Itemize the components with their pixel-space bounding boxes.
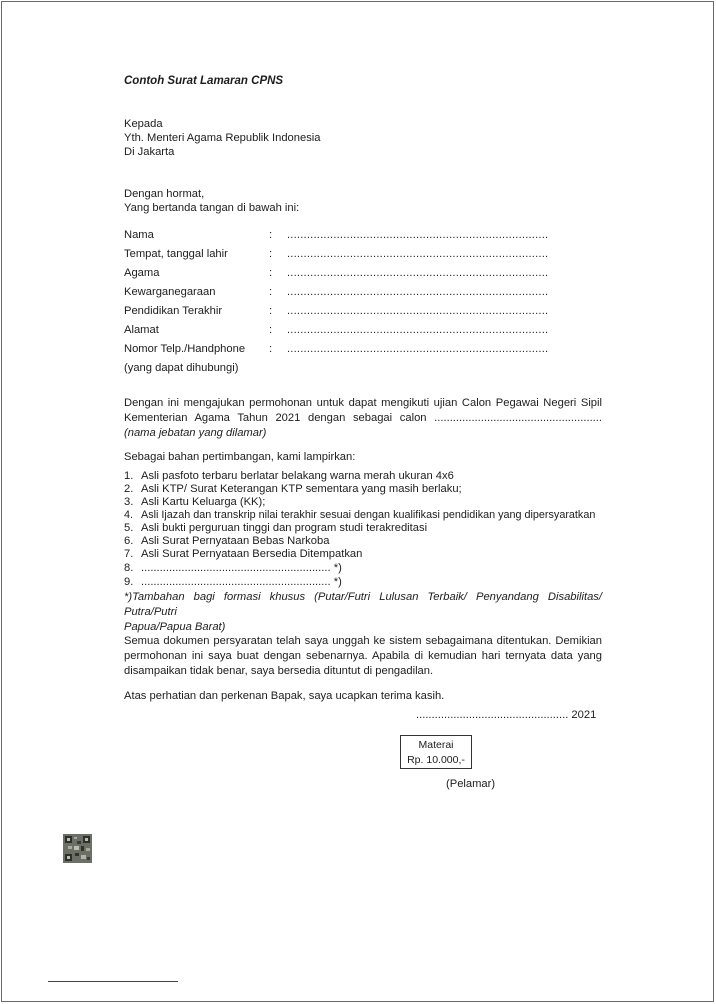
list-number: 7. <box>124 548 134 560</box>
list-item <box>124 483 462 495</box>
list-number: 3. <box>124 496 134 508</box>
application-line-1: Dengan ini mengajukan permohonan untuk dapat mengikuti ujian Calon Pegawai Negeri Sipil <box>124 397 602 409</box>
list-text: Asli Ijazah dan transkrip nilai terakhir sesuai dengan kualifikasi pendidikan yang dipersyaratkan <box>141 509 596 521</box>
field-colon: : <box>269 324 273 336</box>
list-number: 1. <box>124 470 134 482</box>
field-row <box>0 267 716 282</box>
list-number: 2. <box>124 483 134 495</box>
date-line: ................................................. 2021 <box>416 709 597 721</box>
list-item <box>124 470 454 482</box>
greeting: Dengan hormat, <box>124 188 205 200</box>
field-colon: : <box>269 229 273 241</box>
field-row <box>0 248 716 263</box>
list-item <box>124 535 329 547</box>
list-item <box>124 576 342 588</box>
field-row <box>0 324 716 339</box>
field-label: Kewarganegaraan <box>124 286 216 298</box>
closing-line-3: disampaikan tidak benar, saya bersedia dituntut di pengadilan. <box>124 665 434 677</box>
stamp-line-1: Materai <box>418 739 454 751</box>
field-blank: ............................................................................... <box>287 248 549 260</box>
stamp-line-2: Rp. 10.000,- <box>407 754 465 766</box>
list-text: ............................................................. *) <box>141 576 342 588</box>
footnote-line-1: *)Tambahan bagi formasi khusus (Putar/Futri Lulusan Terbaik/ Penyandang Disabilitas/ Putra/Putri <box>124 591 602 618</box>
field-label: Nama <box>124 229 154 241</box>
field-colon: : <box>269 286 273 298</box>
list-item <box>124 522 427 534</box>
list-number: 5. <box>124 522 134 534</box>
list-number: 6. <box>124 535 134 547</box>
field-colon: : <box>269 343 273 355</box>
list-item <box>124 562 342 574</box>
list-text: Asli Surat Pernyataan Bebas Narkoba <box>141 535 330 547</box>
field-blank: ............................................................................... <box>287 267 549 279</box>
attachments-intro: Sebagai bahan pertimbangan, kami lampirkan: <box>124 451 356 463</box>
contact-note: (yang dapat dihubungi) <box>124 362 239 374</box>
field-blank: ............................................................................... <box>287 305 549 317</box>
field-colon: : <box>269 305 273 317</box>
list-item <box>124 496 265 508</box>
recipient-line-1: Kepada <box>124 118 163 130</box>
field-blank: ............................................................................... <box>287 286 549 298</box>
list-text: ............................................................. *) <box>141 562 342 574</box>
closing-line-1: Semua dokumen persyaratan telah saya unggah ke sistem sebagaimana ditentukan. Demikian <box>124 635 602 647</box>
field-label: Agama <box>124 267 160 279</box>
signature-label: (Pelamar) <box>446 778 496 790</box>
field-blank: ............................................................................... <box>287 229 549 241</box>
list-text: Asli pasfoto terbaru berlatar belakang warna merah ukuran 4x6 <box>141 470 454 482</box>
list-text: Asli Kartu Keluarga (KK); <box>141 496 266 508</box>
closing-paragraph <box>124 634 602 679</box>
list-text: Asli bukti perguruan tinggi dan program studi terakreditasi <box>141 522 428 534</box>
field-label: Nomor Telp./Handphone <box>124 343 246 355</box>
list-number: 4. <box>124 509 134 521</box>
letter-title: Contoh Surat Lamaran CPNS <box>124 75 284 87</box>
list-text: Asli Surat Pernyataan Bersedia Ditempatkan <box>141 548 363 560</box>
list-item <box>124 548 362 560</box>
list-number: 9. <box>124 576 134 588</box>
application-paragraph <box>124 396 602 441</box>
qr-code-icon <box>63 834 92 863</box>
field-colon: : <box>269 267 273 279</box>
field-row <box>0 286 716 301</box>
application-line-3: (nama jebatan yang dilamar) <box>124 427 267 439</box>
stamp-box <box>400 735 472 769</box>
recipient-line-2: Yth. Menteri Agama Republik Indonesia <box>124 132 321 144</box>
field-label: Pendidikan Terakhir <box>124 305 223 317</box>
field-row <box>0 229 716 244</box>
application-line-2: Kementerian Agama Tahun 2021 dengan sebagai calon ...................................................... <box>124 412 602 424</box>
list-text: Asli KTP/ Surat Keterangan KTP sementara yang masih berlaku; <box>141 483 462 495</box>
field-label: Alamat <box>124 324 159 336</box>
field-row <box>0 343 716 358</box>
field-blank: ............................................................................... <box>287 343 549 355</box>
field-blank: ............................................................................... <box>287 324 549 336</box>
intro-text: Yang bertanda tangan di bawah ini: <box>124 202 300 214</box>
footnote <box>124 590 602 635</box>
field-colon: : <box>269 248 273 260</box>
list-item <box>124 509 595 521</box>
field-label: Tempat, tanggal lahir <box>124 248 228 260</box>
field-row <box>0 305 716 320</box>
thanks-text: Atas perhatian dan perkenan Bapak, saya ucapkan terima kasih. <box>124 690 445 702</box>
recipient-line-3: Di Jakarta <box>124 146 175 158</box>
closing-line-2: permohonan ini saya buat dengan sebenarnya. Apabila di kemudian hari ternyata data yang <box>124 650 602 662</box>
list-number: 8. <box>124 562 134 574</box>
footnote-line-2: Papua/Papua Barat) <box>124 621 226 633</box>
